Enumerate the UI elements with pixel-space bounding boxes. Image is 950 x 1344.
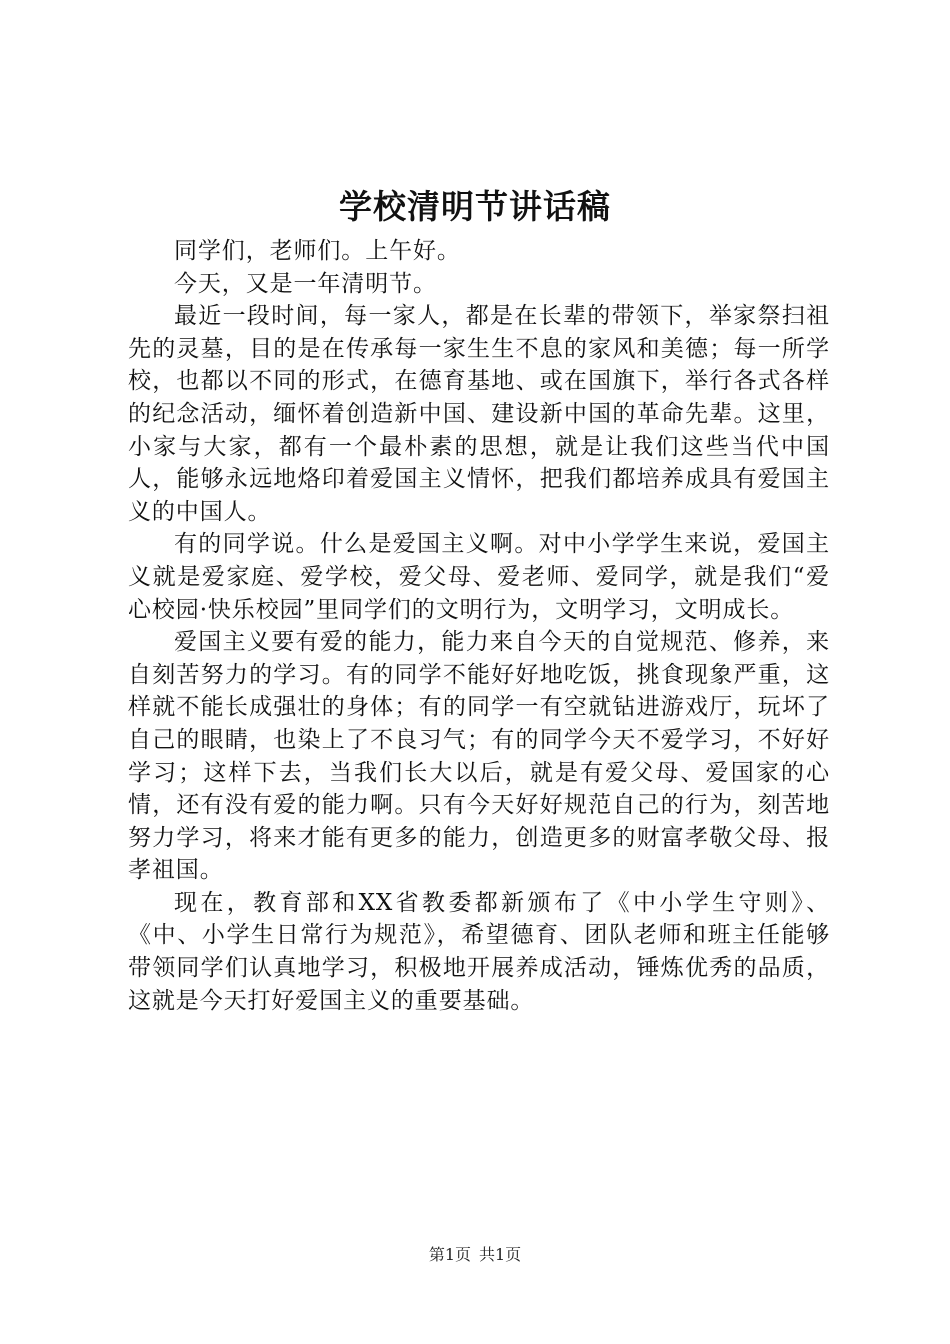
paragraph-greeting: 同学们，老师们。上午好。	[174, 238, 461, 264]
paragraph-patriotism-meaning: 有的同学说。什么是爱国主义啊。对中小学学生来说，爱国主义就是爱家庭、爱学校，爱父母、爱老师、爱同学，就是我们“爱心校园·快乐校园”里同学们的文明行为，文明学习，文明成长。	[128, 531, 830, 623]
document-body	[128, 235, 830, 1017]
paragraph-tomb-sweeping: 最近一段时间，每一家人，都是在长辈的带领下，举家祭扫祖先的灵墓，目的是在传承每一家生生不息的家风和美德；每一所学校，也都以不同的形式，在德育基地、或在国旗下，举行各式各样的纪念活动，缅怀着创造新中国、建设新中国的革命先辈。这里，小家与大家，都有一个最朴素的思想，就是让我们这些当代中国人，能够永远地烙印着爱国主义情怀，把我们都培养成具有爱国主义的中国人。	[128, 303, 830, 525]
page-number: 第1页	[428, 1245, 471, 1264]
page-footer	[0, 1244, 950, 1266]
paragraph-intro: 今天，又是一年清明节。	[174, 270, 437, 297]
paragraph-code-of-conduct: 现在，教育部和XX省教委都新颁布了《中小学生守则》、《中、小学生日常行为规范》，希望德育、团队老师和班主任能够带领同学们认真地学习，积极地开展养成活动，锤炼优秀的品质，这就是今天打好爱国主义的重要基础。	[128, 889, 830, 1014]
document-title: 学校清明节讲话稿	[339, 187, 611, 226]
paragraph-ability-to-love: 爱国主义要有爱的能力，能力来自今天的自觉规范、修养，来自刻苦努力的学习。有的同学不能好好地吃饭，挑食现象严重，这样就不能长成强壮的身体；有的同学一有空就钻进游戏厅，玩坏了自己的眼睛，也染上了不良习气；有的同学今天不爱学习，不好好学习；这样下去，当我们长大以后，就是有爱父母、爱国家的心情，还有没有爱的能力啊。只有今天好好规范自己的行为，刻苦地努力学习，将来才能有更多的能力，创造更多的财富孝敬父母、报孝祖国。	[128, 629, 830, 884]
page-total: 共1页	[479, 1245, 522, 1264]
